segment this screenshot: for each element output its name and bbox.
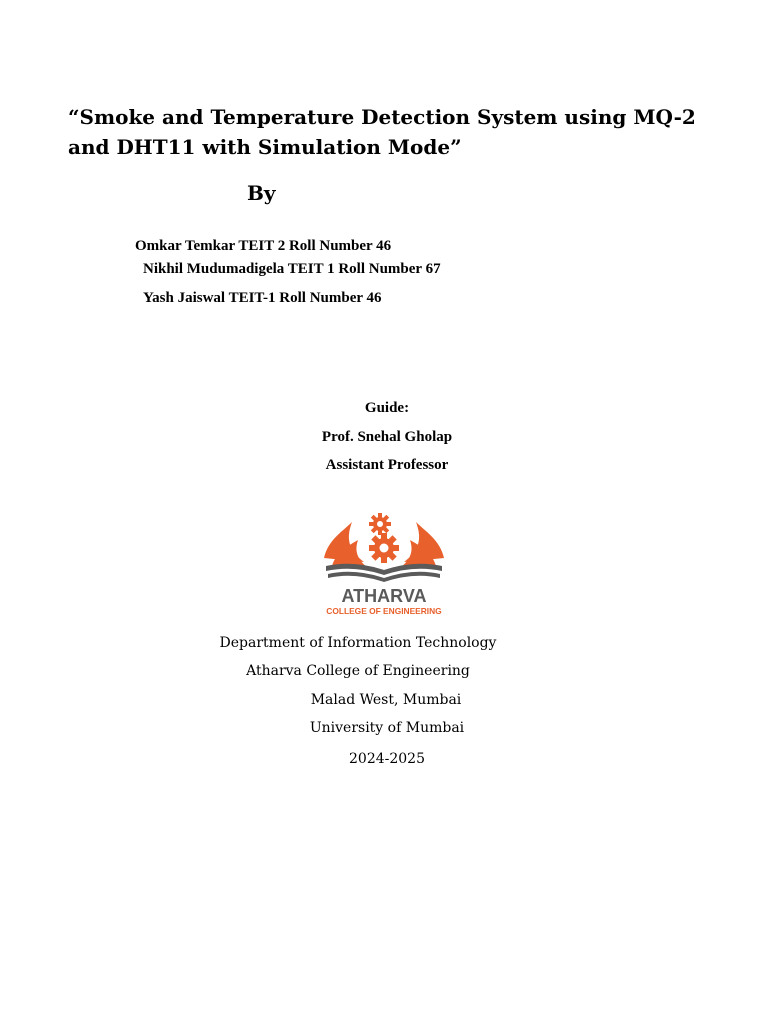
logo-name: ATHARVA xyxy=(341,586,427,606)
college-name: Atharva College of Engineering xyxy=(246,663,470,679)
author-3: Yash Jaiswal TEIT-1 Roll Number 46 xyxy=(143,290,382,306)
project-title-line-2: and DHT11 with Simulation Mode” xyxy=(68,135,462,159)
guide-designation: Assistant Professor xyxy=(325,457,449,473)
atharva-logo-icon xyxy=(318,510,450,620)
department: Department of Information Technology xyxy=(219,635,497,651)
university: University of Mumbai xyxy=(309,720,465,736)
location: Malad West, Mumbai xyxy=(310,692,462,708)
author-1: Omkar Temkar TEIT 2 Roll Number 46 xyxy=(135,238,392,254)
logo-subtitle: COLLEGE OF ENGINEERING xyxy=(326,606,442,616)
guide-name: Prof. Snehal Gholap xyxy=(321,429,453,445)
guide-label: Guide: xyxy=(364,400,410,416)
project-title-line-1: “Smoke and Temperature Detection System using MQ-2 xyxy=(68,105,696,129)
academic-year: 2024-2025 xyxy=(349,751,425,767)
college-logo xyxy=(318,510,450,620)
author-2: Nikhil Mudumadigela TEIT 1 Roll Number 67 xyxy=(143,261,441,277)
by-label: By xyxy=(247,181,276,205)
